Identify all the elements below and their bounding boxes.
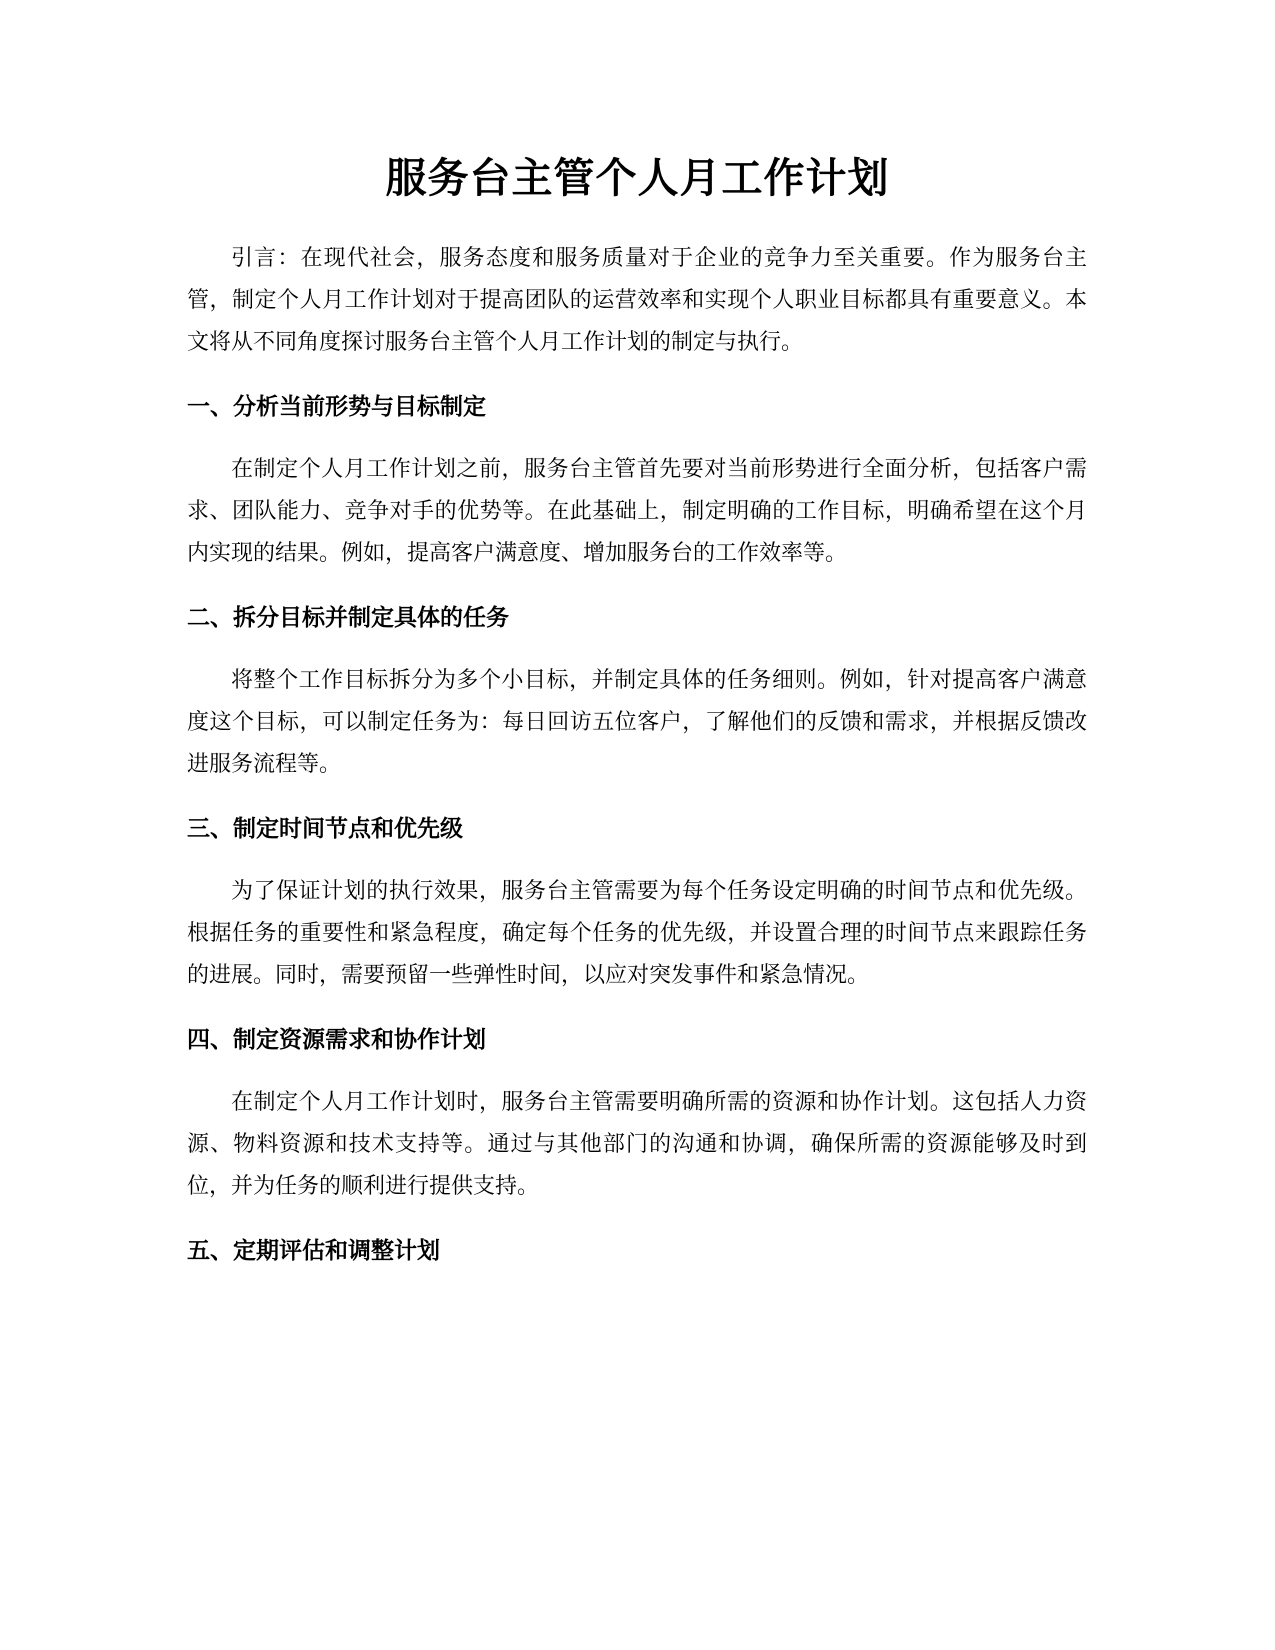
section-4-heading: 四、制定资源需求和协作计划 — [187, 1027, 486, 1053]
section-1-paragraph: 在制定个人月工作计划之前，服务台主管首先要对当前形势进行全面分析，包括客户需求、团队能力、竞争对手的优势等。在此基础上，制定明确的工作目标，明确希望在这个月内实现的结果。例如，提高客户满意度、增加服务台的工作效率等。 — [187, 457, 1087, 566]
document-body — [187, 238, 1087, 1272]
intro-paragraph: 引言：在现代社会，服务态度和服务质量对于企业的竞争力至关重要。作为服务台主管，制定个人月工作计划对于提高团队的运营效率和实现个人职业目标都具有重要意义。本文将从不同角度探讨服务台主管个人月工作计划的制定与执行。 — [187, 246, 1087, 355]
section-2-heading: 二、拆分目标并制定具体的任务 — [187, 605, 509, 631]
section-4-paragraph: 在制定个人月工作计划时，服务台主管需要明确所需的资源和协作计划。这包括人力资源、物料资源和技术支持等。通过与其他部门的沟通和协调，确保所需的资源能够及时到位，并为任务的顺利进行提供支持。 — [187, 1090, 1087, 1199]
document-title: 服务台主管个人月工作计划 — [385, 154, 890, 202]
section-3-paragraph: 为了保证计划的执行效果，服务台主管需要为每个任务设定明确的时间节点和优先级。根据任务的重要性和紧急程度，确定每个任务的优先级，并设置合理的时间节点来跟踪任务的进展。同时，需要预留一些弹性时间，以应对突发事件和紧急情况。 — [187, 879, 1087, 988]
section-1-heading: 一、分析当前形势与目标制定 — [187, 394, 486, 420]
section-3-heading: 三、制定时间节点和优先级 — [187, 816, 463, 842]
section-2-paragraph: 将整个工作目标拆分为多个小目标，并制定具体的任务细则。例如，针对提高客户满意度这个目标，可以制定任务为：每日回访五位客户，了解他们的反馈和需求，并根据反馈改进服务流程等。 — [187, 668, 1087, 777]
section-5-heading: 五、定期评估和调整计划 — [187, 1238, 440, 1264]
